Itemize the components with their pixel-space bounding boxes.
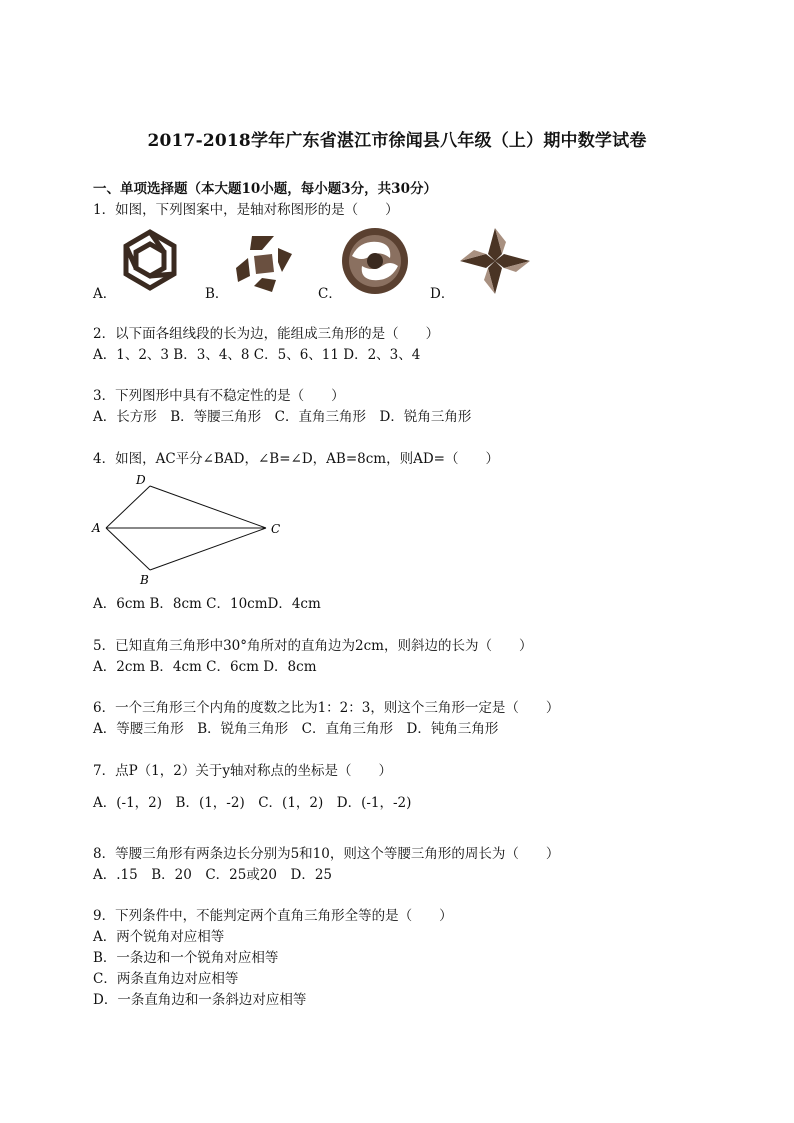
question-5-options: A．2cm B．4cm C．6cm D．8cm	[93, 659, 317, 675]
point-label-b: B	[140, 573, 149, 587]
question-8-options: A．.15 B．20 C．25或20 D．25	[93, 867, 333, 883]
q1-option-c-label: C．	[318, 286, 342, 302]
question-4-options: A．6cm B．8cm C．10cmD．4cm	[93, 596, 321, 612]
section-heading: 一、单项选择题（本大题10小题，每小题3分，共30分）	[93, 181, 437, 197]
question-5-stem: 5．已知直角三角形中30°角所对的直角边为2cm，则斜边的长为（ ）	[93, 638, 533, 654]
question-9-stem: 9．下列条件中，不能判定两个直角三角形全等的是（ ）	[93, 908, 453, 924]
page-title: 2017-2018学年广东省湛江市徐闻县八年级（上）期中数学试卷	[147, 131, 647, 151]
hexagon-spiral-icon	[118, 228, 182, 292]
question-6-stem: 6．一个三角形三个内角的度数之比为1：2：3，则这个三角形一定是（ ）	[93, 700, 560, 716]
point-label-d: D	[136, 473, 146, 487]
swirl-circle-icon	[340, 226, 410, 296]
q1-option-a-label: A．	[93, 286, 117, 302]
question-1-stem: 1．如图，下列图案中，是轴对称图形的是（ ）	[93, 202, 399, 218]
kite-figure	[88, 470, 298, 590]
question-7-options: A．(-1，2) B．(1，-2) C．(1，2) D．(-1，-2)	[93, 795, 412, 811]
question-2-stem: 2．以下面各组线段的长为边，能组成三角形的是（ ）	[93, 326, 440, 342]
question-3-stem: 3．下列图形中具有不稳定性的是（ ）	[93, 388, 345, 404]
question-9-option-d: D．一条直角边和一条斜边对应相等	[93, 992, 307, 1008]
question-9-option-b: B．一条边和一个锐角对应相等	[93, 950, 279, 966]
question-9-option-a: A．两个锐角对应相等	[93, 929, 225, 945]
question-9-option-c: C．两条直角边对应相等	[93, 971, 239, 987]
question-2-options: A．1、2、3 B．3、4、8 C．5、6、11 D．2、3、4	[93, 347, 421, 363]
point-label-a: A	[92, 521, 101, 535]
pinwheel-squares-icon	[232, 232, 296, 296]
q1-option-d-label: D．	[430, 286, 455, 302]
question-3-options: A．长方形 B．等腰三角形 C．直角三角形 D．锐角三角形	[93, 409, 472, 425]
question-7-stem: 7．点P（1，2）关于y轴对称点的坐标是（ ）	[93, 763, 392, 779]
diamond-petals-icon	[458, 226, 532, 296]
point-label-c: C	[271, 522, 281, 536]
question-8-stem: 8．等腰三角形有两条边长分别为5和10，则这个等腰三角形的周长为（ ）	[93, 846, 560, 862]
question-4-stem: 4．如图，AC平分∠BAD，∠B=∠D，AB=8cm，则AD=（ ）	[93, 451, 499, 467]
q1-option-b-label: B．	[205, 286, 229, 302]
question-6-options: A．等腰三角形 B．锐角三角形 C．直角三角形 D．钝角三角形	[93, 721, 499, 737]
